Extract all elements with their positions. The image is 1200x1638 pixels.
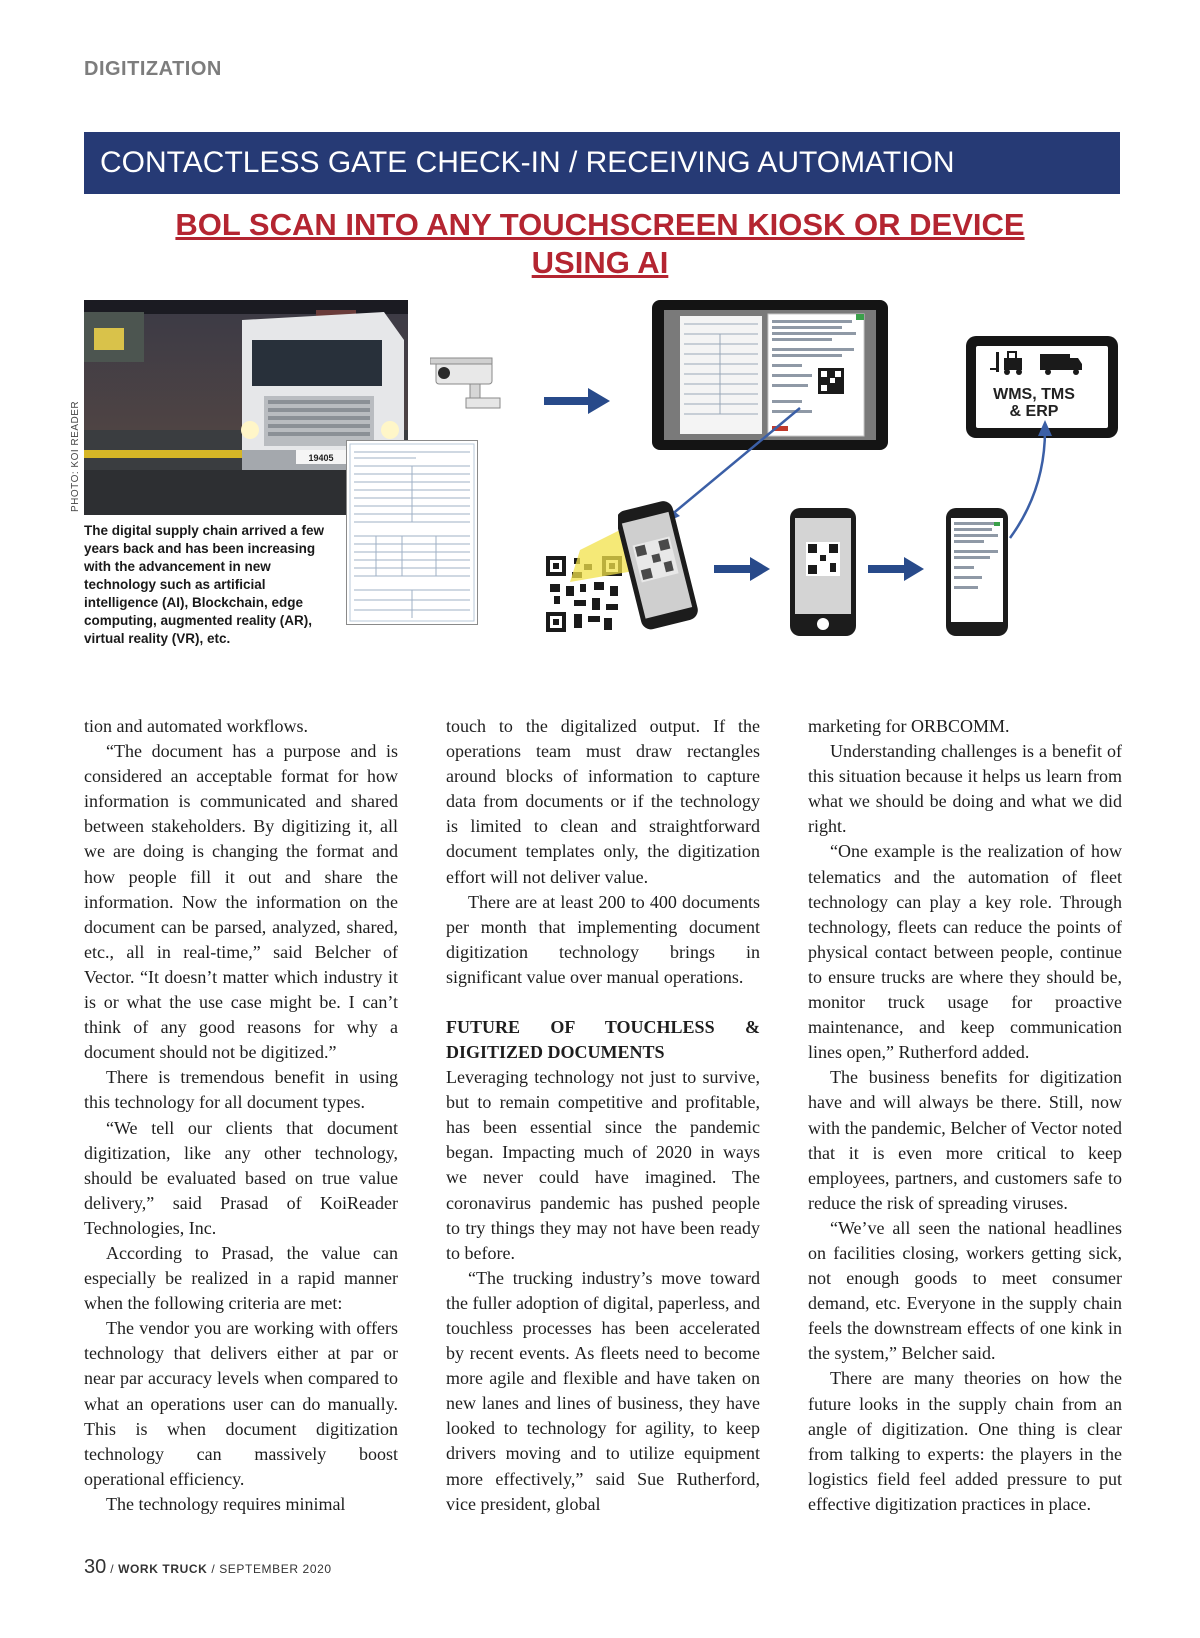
paragraph: “The trucking industry’s move toward the fuller adoption of digital, paperless, and touchless processes has been accelerated by recent events. As fleets need to become more agile and flexible and have taken on new lanes and lines of business, they have looked to technology for agility, to keep drivers moving and to utilize equipment more effectively,” said Sue Rutherford, vice president, global <box>446 1267 760 1514</box>
section-heading: FUTURE OF TOUCHLESS & DIGITIZED DOCUMENTS <box>446 1017 760 1063</box>
paragraph: marketing for ORBCOMM. <box>808 716 1010 736</box>
paragraph: “We’ve all seen the national headlines on facilities closing, workers getting sick, not enough goods to meet consumer demand, etc. Everyone in the supply chain feels the downstream effects of one kink in the system,” Belcher said. <box>808 1217 1122 1364</box>
section-label: DIGITIZATION <box>84 58 222 80</box>
arrow-right-icon <box>714 556 770 582</box>
paragraph: There is tremendous benefit in using this technology for all document types. <box>84 1067 398 1113</box>
paragraph: The technology requires minimal <box>106 1493 346 1514</box>
paragraph: “The document has a purpose and is considered an acceptable format for how information is communicated and shared between stakeholders. By digitizing it, all we are doing is changing the format and how people fill it out and share the information. Now the information on the document can be parsed, analyzed, shared, etc., all in real-time,” said Belcher of Vector. “It doesn’t matter which industry it is or what the use case might be. I can’t think of any good reasons for why a document should not be digitized.” <box>84 741 398 1063</box>
paragraph: Understanding challenges is a benefit of this situation because it helps us learn from what we should be doing and what we did right. <box>808 741 1122 837</box>
paragraph: tion and automated workflows. <box>84 716 308 736</box>
paragraph: touch to the digitalized output. If the operations team must draw rectangles around blocks of information to capture data from documents or if the technology is limited to clean and straightforward document templates only, the digitization effort will not deliver value. <box>446 716 760 887</box>
camera-icon <box>430 352 520 422</box>
kiosk-label: WMS, TMS & ERP <box>993 386 1075 420</box>
text-column-1 <box>84 714 398 1517</box>
paragraph: There are at least 200 to 400 documents per month that implementing document digitization technology brings in significant value over manual operations. <box>446 891 760 987</box>
phone-scanning <box>618 500 698 630</box>
flow-connectors <box>640 380 1120 560</box>
infographic-subtitle: BOL SCAN INTO ANY TOUCHSCREEN KIOSK OR DEVICE USING AI <box>175 207 1025 280</box>
paragraph: “One example is the realization of how telematics and the automation of fleet technology can play a key role. Through technology, fleets can reduce the points of physical contact between people, continue to ensure trucks are where they should be, monitor truck usage for proactive maintenance, and keep communication lines open,” Rutherford added. <box>808 841 1122 1063</box>
paragraph: According to Prasad, the value can especially be realized in a rapid manner when the following criteria are met: <box>84 1242 398 1314</box>
footer-separator: / <box>110 1562 115 1576</box>
issue-date: SEPTEMBER 2020 <box>219 1562 332 1576</box>
photo-caption: The digital supply chain arrived a few years back and has been increasing with the advancement in new technology such as artificial intelligence (AI), Blockchain, edge computing, augmented reality (AR), virtual reality (VR), etc. <box>84 522 330 648</box>
paragraph: There are many theories on how the future looks in the supply chain from an angle of digitization. One thing is clear from talking to experts: the players in the logistics field feel added pressure to put effective digitization practices in place. <box>808 1368 1122 1514</box>
page-number: 30 <box>84 1556 107 1578</box>
paragraph: The business benefits for digitization have and will always be there. Still, now with the pandemic, Belcher of Vector noted that it is even more critical to keep employees, partners, and customers safe to reduce the risk of spreading viruses. <box>808 1067 1122 1213</box>
paragraph: The vendor you are working with offers technology that delivers either at par or near par accuracy levels when compared to what an operations user can do manually. This is when document digitization technology can massively boost operational efficiency. <box>84 1318 398 1489</box>
text-column-2 <box>446 714 760 1517</box>
svg-text:19405: 19405 <box>308 453 334 463</box>
footer-separator: / <box>211 1562 216 1576</box>
paragraph: Leveraging technology not just to survive, but to remain competitive and profitable, has been essential since the pandemic began. Impacting much of 2020 in ways we never could have imagined. The coronavirus pandemic has pushed people to try things they may not have been ready to before. <box>446 1067 760 1263</box>
publication-name: WORK TRUCK <box>118 1562 208 1576</box>
bol-document <box>346 440 478 625</box>
page-footer <box>84 1556 332 1579</box>
photo-credit: PHOTO: KOI READER <box>70 400 81 512</box>
arrow-right-icon <box>544 386 610 416</box>
phone-data <box>946 508 1008 638</box>
arrow-right-icon <box>868 556 924 582</box>
infographic-banner: CONTACTLESS GATE CHECK-IN / RECEIVING AUTOMATION <box>84 132 1120 194</box>
text-column-3 <box>808 714 1122 1517</box>
paragraph: “We tell our clients that document digitization, like any other technology, should be evaluated based on true value delivery,” said Prasad of KoiReader Technologies, Inc. <box>84 1117 398 1238</box>
phone-camera <box>790 508 856 638</box>
